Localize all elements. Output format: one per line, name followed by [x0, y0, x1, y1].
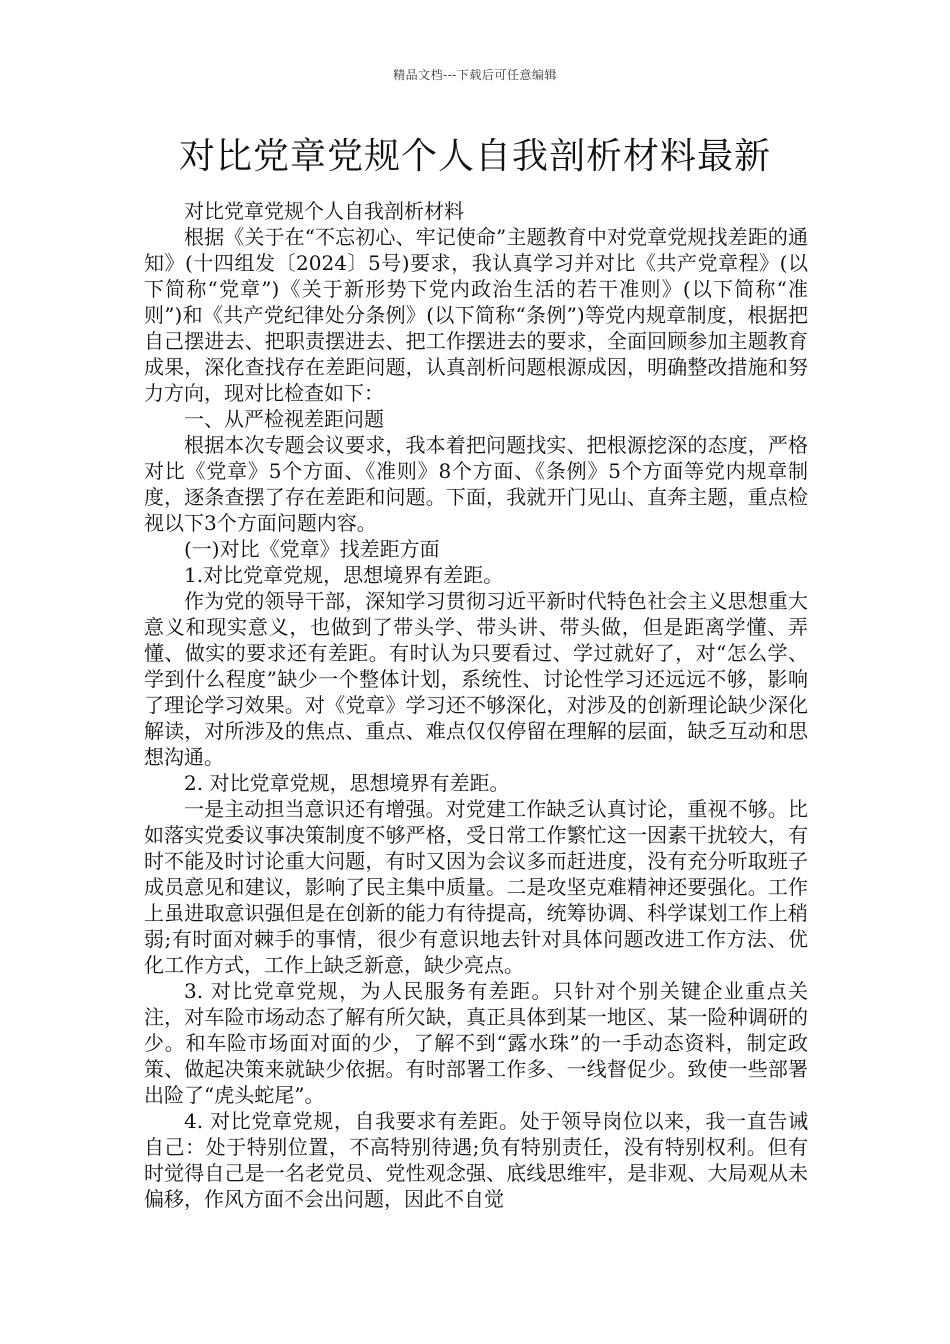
- paragraph: 根据《关于在“不忘初心、牢记使命”主题教育中对党章党规找差距的通知》(十四组发〔2024〕5号)要求，我认真学习并对比《共产党章程》(以下简称“党章”)《关于新形势下党内政治生活的若干准则》(以下简称“准则”)和《共产党纪律处分条例》(以下简称“条例”)等党内规章制度，根据把自己摆进去、把职责摆进去、把工作摆进去的要求，全面回顾参加主题教育成果，深化查找存在差距问题，认真剖析问题根源成因，明确整改措施和努力方向，现对比检查如下：: [144, 225, 808, 405]
- paragraph: 作为党的领导干部，深知学习贯彻习近平新时代特色社会主义思想重大意义和现实意义，也做到了带头学、带头讲、带头做，但是距离学懂、弄懂、做实的要求还有差距。有时认为只要看过、学过就好了，对“怎么学、学到什么程度”缺少一个整体计划，系统性、讨论性学习还远远不够，影响了理论学习效果。对《党章》学习还不够深化，对涉及的创新理论缺少深化解读，对所涉及的焦点、重点、难点仅仅停留在理解的层面，缺乏互动和思想沟通。: [144, 589, 808, 769]
- paragraph: 根据本次专题会议要求，我本着把问题找实、把根源挖深的态度，严格对比《党章》5个方面、《准则》8个方面、《条例》5个方面等党内规章制度，逐条查摆了存在差距和问题。下面，我就开门见山、直奔主题，重点检视以下3个方面问题内容。: [144, 433, 808, 535]
- document-body: [144, 198, 808, 1212]
- section-heading: 一、从严检视差距问题: [184, 407, 384, 431]
- subsection-heading: (一)对比《党章》找差距方面: [184, 537, 440, 561]
- paragraph: 3. 对比党章党规，为人民服务有差距。只针对个别关键企业重点关注，对车险市场动态了解有所欠缺，真正具体到某一地区、某一险种调研的少。和车险市场面对面的少，了解不到“露水珠”的一手动态资料，制定政策、做起决策来就缺少依据。有时部署工作多、一线督促少。致使一些部署出险了“虎头蛇尾”。: [144, 979, 808, 1107]
- document-title: 对比党章党规个人自我剖析材料最新: [178, 136, 771, 177]
- header-note: 精品文档---下载后可任意编辑: [393, 68, 557, 82]
- paragraph: 一是主动担当意识还有增强。对党建工作缺乏认真讨论，重视不够。比如落实党委议事决策制度不够严格，受日常工作繁忙这一因素干扰较大，有时不能及时讨论重大问题，有时又因为会议多而赶进度，没有充分听取班子成员意见和建议，影响了民主集中质量。二是攻坚克难精神还要强化。工作上虽进取意识强但是在创新的能力有待提高，统筹协调、科学谋划工作上稍弱;有时面对棘手的事情，很少有意识地去针对具体问题改进工作方法、优化工作方式，工作上缺乏新意，缺少亮点。: [144, 797, 808, 977]
- paragraph-subtitle: 对比党章党规个人自我剖析材料: [184, 199, 464, 223]
- item-heading: 2. 对比党章党规，思想境界有差距。: [184, 771, 510, 795]
- item-heading: 1.对比党章党规，思想境界有差距。: [184, 563, 504, 587]
- paragraph: 4. 对比党章党规，自我要求有差距。处于领导岗位以来，我一直告诫自己：处于特别位置，不高特别待遇;负有特别责任，没有特别权利。但有时觉得自己是一名老党员、党性观念强、底线思维牢，是非观、大局观从未偏移，作风方面不会出问题，因此不自觉: [144, 1109, 808, 1211]
